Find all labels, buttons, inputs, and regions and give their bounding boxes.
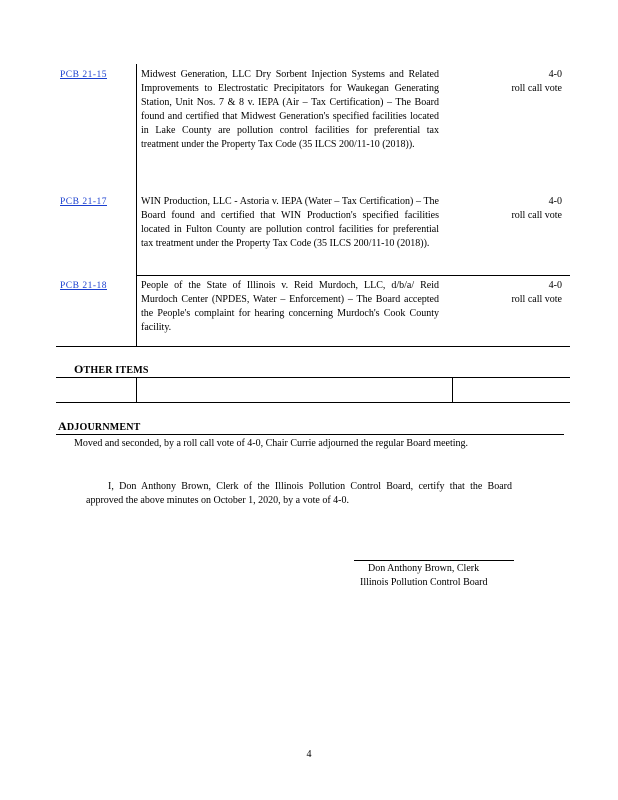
section-heading-other-items <box>74 362 149 378</box>
entry-description: Midwest Generation, LLC Dry Sorbent Injection Systems and Related Improvements to Electrostatic Precipitators for Waukegan Generating Station, Unit Nos. 7 & 8 v. IEPA (Air – Tax Certification) – The Board found and certified that Midwest Generation's specified facilities located in Lake County are pollution control facilities for preferential tax treatment under the Property Tax Code (35 ILCS 200/11-10 (2018)). <box>141 69 439 150</box>
vote-label: roll call vote <box>511 83 562 94</box>
other-items-divider <box>136 377 137 403</box>
other-items-rule <box>56 377 570 378</box>
certification-text: I, Don Anthony Brown, Clerk of the Illinois Pollution Control Board, certify that the Board approved the above minutes on October 1, 2020, by a vote of 4-0. <box>86 481 512 506</box>
signature-name: Don Anthony Brown, Clerk <box>368 563 480 574</box>
adjournment-rule <box>56 434 564 435</box>
case-number-link[interactable]: PCB 21-18 <box>60 281 107 291</box>
heading-cap: O <box>74 362 84 376</box>
adjournment-text: Moved and seconded, by a roll call vote of 4-0, Chair Currie adjourned the regular Board meeting. <box>74 438 469 449</box>
vote-count: 4-0 <box>548 196 562 207</box>
case-number-link[interactable]: PCB 21-17 <box>60 197 107 207</box>
other-items-divider <box>452 377 453 403</box>
other-items-bottom-rule <box>56 402 570 403</box>
case-number-link[interactable]: PCB 21-15 <box>60 70 107 80</box>
table-divider <box>136 64 137 346</box>
vote-label: roll call vote <box>511 294 562 305</box>
entry-description: WIN Production, LLC - Astoria v. IEPA (Water – Tax Certification) – The Board found and certified that WIN Production's specified facilities located in Fulton County are pollution control facilities for preferential tax treatment under the Property Tax Code (35 ILCS 200/11-10 (2018)). <box>141 196 439 249</box>
vote-count: 4-0 <box>548 69 562 80</box>
heading-cap: A <box>58 419 67 433</box>
page-number: 4 <box>306 749 312 760</box>
heading-rest: DJOURNMENT <box>66 422 141 433</box>
signature-org: Illinois Pollution Control Board <box>360 577 488 588</box>
row-divider <box>136 275 570 276</box>
vote-count: 4-0 <box>548 280 562 291</box>
vote-label: roll call vote <box>511 210 562 221</box>
entry-description: People of the State of Illinois v. Reid Murdoch, LLC, d/b/a/ Reid Murdoch Center (NPDES, Water – Enforcement) – The Board accepted the People's complaint for hearing concerning Murdoch's Cook County facility. <box>141 280 439 333</box>
table-bottom-rule <box>56 346 570 347</box>
heading-rest: THER ITEMS <box>83 365 149 376</box>
signature-line <box>354 560 514 561</box>
section-heading-adjournment <box>58 419 141 435</box>
